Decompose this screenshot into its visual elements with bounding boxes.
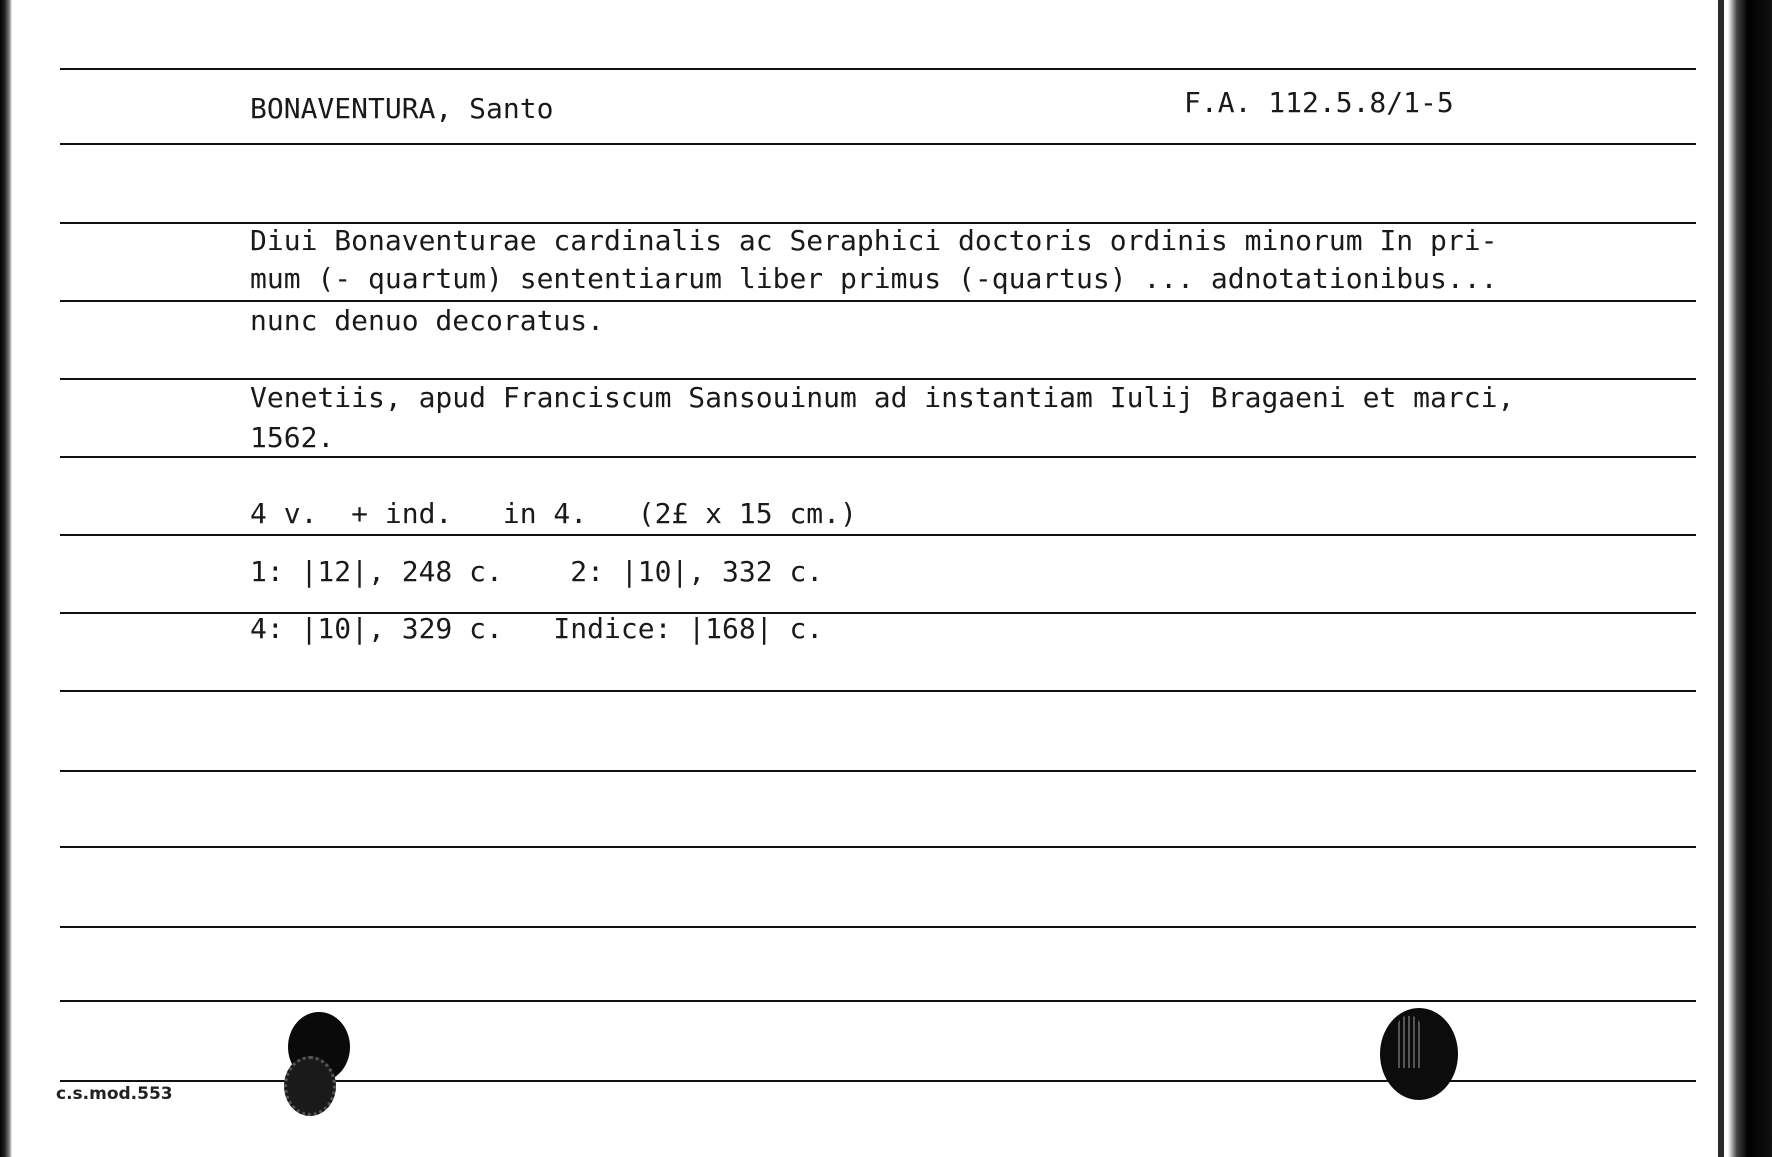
scan-right-edge xyxy=(1728,0,1772,1157)
volumes-line: 1: |12|, 248 c. 2: |10|, 332 c. xyxy=(250,555,824,588)
title-line: mum (- quartum) sententiarum liber primus (-quartus) ... adnotationibus... xyxy=(250,262,1498,295)
scan-right-edge-shadow xyxy=(1718,0,1724,1157)
ruled-line xyxy=(60,846,1696,848)
title-line: Diui Bonaventurae cardinalis ac Seraphici doctoris ordinis minorum In pri- xyxy=(250,224,1498,257)
ruled-line xyxy=(60,770,1696,772)
ruled-line xyxy=(60,68,1696,70)
ruled-line xyxy=(60,690,1696,692)
ruled-line xyxy=(60,926,1696,928)
form-code: c.s.mod.553 xyxy=(56,1084,173,1104)
title-line: nunc denuo decoratus. xyxy=(250,304,605,337)
ruled-line xyxy=(60,1000,1696,1002)
shelfmark: F.A. 112.5.8/1-5 xyxy=(1184,86,1454,119)
ruled-line xyxy=(60,143,1696,145)
punch-hole-left-lower xyxy=(284,1056,336,1116)
scan-left-edge xyxy=(0,0,12,1157)
imprint-line: 1562. xyxy=(250,421,335,454)
volumes-line: 4: |10|, 329 c. Indice: |168| c. xyxy=(250,612,824,645)
imprint-line: Venetiis, apud Franciscum Sansouinum ad instantiam Iulij Bragaeni et marci, xyxy=(250,381,1515,414)
punch-hole-right-texture xyxy=(1395,1016,1423,1068)
author-heading: BONAVENTURA, Santo xyxy=(250,92,554,125)
ruled-line xyxy=(60,534,1696,536)
physical-description: 4 v. + ind. in 4. (2£ x 15 cm.) xyxy=(250,497,857,530)
